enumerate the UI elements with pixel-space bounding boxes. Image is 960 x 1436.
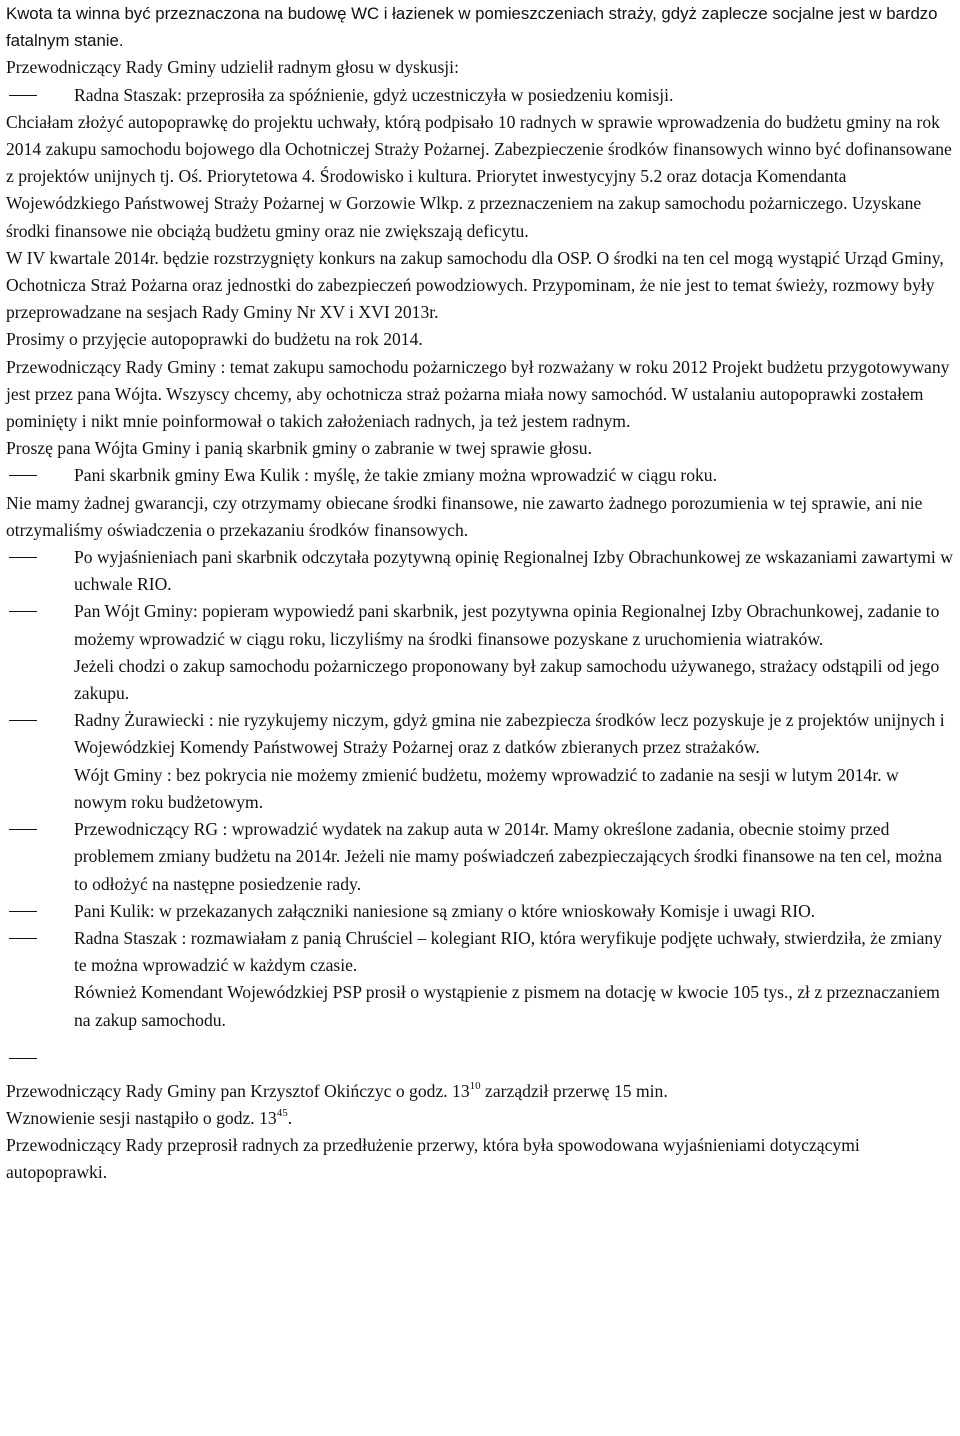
text-run: . [287,1107,293,1128]
superscript: 45 [276,1106,288,1119]
indented-paragraph: Jeżeli chodzi o zakup samochodu pożarniczego proponowany był zakup samochodu używanego, strażacy odstąpili od jego zakupu. [74,655,940,704]
paragraph: Prosimy o przyjęcie autopoprawki do budżetu na rok 2014. [6,329,423,350]
item-text: Pan Wójt Gminy: popieram wypowiedź pani skarbnik, jest pozytywna opinia Regionalnej Izby Obrachunkowej, zadanie to możemy wprowadzić w ciągu roku, liczyliśmy na środki finansowe pozyskane z uruchomienia wiatraków. [74,601,940,649]
paragraph: Przewodniczący Rady Gminy udzielił radnym głosu w dyskusji: [6,57,459,78]
text-run: zarządził przerwę 15 min. [480,1080,668,1101]
dash-marker [6,925,74,979]
dash-item [6,816,954,898]
item-text: Przewodniczący RG : wprowadzić wydatek na zakup auta w 2014r. Mamy określone zadania, obecnie stoimy przed problemem zmiany budżetu na 2014r. Jeżeli nie mamy poświadczeń zabezpieczających środki finansowe na ten cel, można to odłożyć na następne posiedzenie rady. [74,819,943,894]
text-run: Przewodniczący Rady Gminy pan Krzysztof Okińczyc o godz. 13 [6,1080,470,1101]
paragraph: Przewodniczący Rady Gminy : temat zakupu samochodu pożarniczego był rozważany w roku 2012 Projekt budżetu przygotowywany jest przez pana Wójta. Wszyscy chcemy, aby ochotnicza straż pożarna miała nowy samochód. W ustalaniu autopoprawki zostałem pominięty i nikt mnie poinformował o takich założeniach radnych, ja też jestem radnym. [6,356,950,432]
text-run: Wznowienie sesji nastąpiło o godz. 13 [6,1107,277,1128]
dash-marker [6,544,74,598]
paragraph: W IV kwartale 2014r. będzie rozstrzygnięty konkurs na zakup samochodu dla OSP. O środki na ten cel mogą wystąpić Urząd Gminy, Ochotnicza Straż Pożarna oraz jednostki do zabezpieczeń powodziowych. Przypominam, że nie jest to temat świeży, rozmowy były przeprowadzane na sesjach Rady Gminy Nr XV i XVI 2013r. [6,247,944,323]
item-text: Pani skarbnik gminy Ewa Kulik : myślę, że takie zmiany można wprowadzić w ciągu roku. [74,465,717,486]
dash-marker [6,462,74,489]
indented-paragraph: Wójt Gminy : bez pokrycia nie możemy zmienić budżetu, możemy wprowadzić to zadanie na sesji w lutym 2014r. w nowym roku budżetowym. [74,764,899,812]
dash-item [6,82,954,109]
paragraph: Proszę pana Wójta Gminy i panią skarbnik gminy o zabranie w twej sprawie głosu. [6,438,592,459]
indented-paragraph: Również Komendant Wojewódzkiej PSP prosił o wystąpienie z pismem na dotację w kwocie 105 tys., zł z przeznaczaniem na zakup samochodu. [74,982,940,1030]
dash-marker [6,82,74,109]
paragraph [6,1078,954,1105]
dash-item [6,598,954,652]
dash-item [6,462,954,489]
paragraph [6,1105,954,1132]
item-text: Pani Kulik: w przekazanych załączniki naniesione są zmiany o które wnioskowały Komisje i uwagi RIO. [74,900,816,921]
dash-marker [6,898,74,925]
paragraph: Kwota ta winna być przeznaczona na budowę WC i łazienek w pomieszczeniach straży, gdyż zaplecze socjalne jest w bardzo fatalnym stanie. [6,4,938,51]
dash-marker [6,707,74,761]
item-text: Po wyjaśnieniach pani skarbnik odczytała pozytywną opinię Regionalnej Izby Obrachunkowej ze wskazaniami zawartymi w uchwale RIO. [74,547,953,595]
item-text: Radna Staszak: przeprosiła za spóźnienie, gdyż uczestniczyła w posiedzeniu komisji. [74,84,674,105]
dash-item [6,898,954,925]
dash-item [6,544,954,598]
item-text: Radny Żurawiecki : nie ryzykujemy niczym, gdyż gminа nie zabezpiecza środków lecz pozyskuje je z projektów unijnych i Wojewódzkiej Komendy Państwowej Straży Pożarnej oraz z datków zbieranych przez strażaków. [74,710,945,758]
item-text: Radna Staszak : rozmawiałam z panią Chruściel – kolegiant RIO, która weryfikuje podjęte uchwały, stwierdziła, że zmiany te można wprowadzić w każdym czasie. [74,927,942,976]
paragraph: Przewodniczący Rady przeprosił radnych za przedłużenie przerwy, która była spowodowana wyjaśnieniami dotyczącymi autopoprawki. [6,1135,860,1183]
paragraph: Nie mamy żadnej gwarancji, czy otrzymamy obiecane środki finansowe, nie zawarto żadnego porozumienia w tej sprawie, ani nie otrzymaliśmy oświadczenia o przekazaniu środków finansowych. [6,492,923,540]
dash-marker [6,598,74,652]
dash-item [6,707,954,761]
dash-marker [6,816,74,898]
superscript: 10 [469,1079,481,1092]
empty-dash-item [6,1034,954,1078]
dash-item [6,925,954,979]
paragraph: Chciałam złożyć autopoprawkę do projektu uchwały, którą podpisało 10 radnych w sprawie wprowadzenia do budżetu gminy na rok 2014 zakupu samochodu bojowego dla Ochotniczej Straży Pożarnej. Zabezpieczenie środków finansowych winno być dofinansowane z projektów unijnych tj. Oś. Priorytetowa 4. Środowisko i kultura. Priorytet inwestycyjny 5.2 oraz dotacja Komendanta Wojewódzkiego Państwowej Straży Pożarnej w Gorzowie Wlkp. z przeznaczeniem na zakup samochodu pożarniczego. Uzyskane środki finansowe nie obciążą budżetu gminy oraz nie zwiększają deficytu. [6,111,952,241]
